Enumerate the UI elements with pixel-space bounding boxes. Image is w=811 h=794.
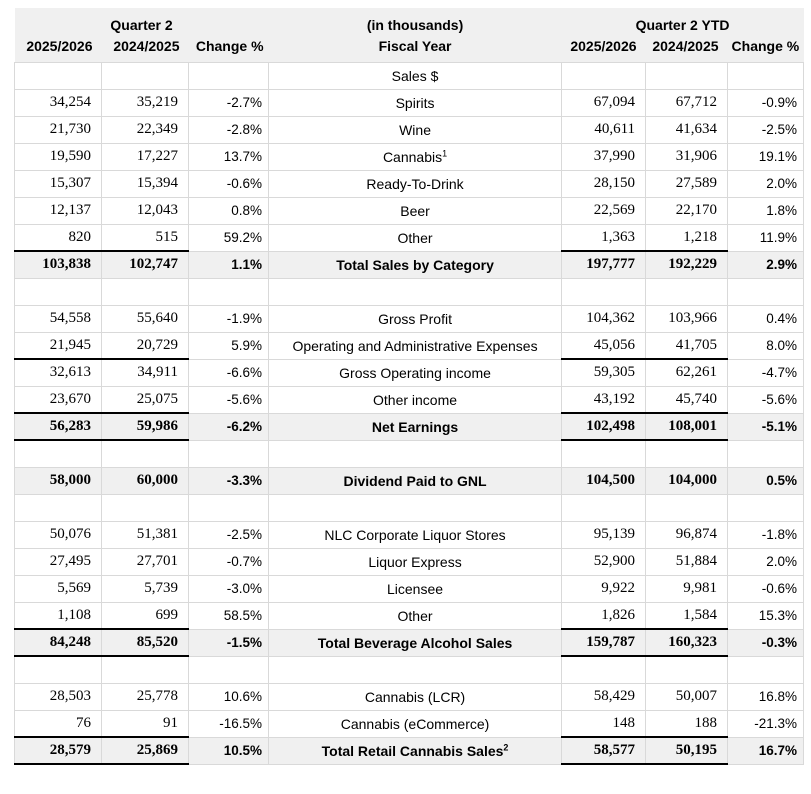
table-row <box>15 548 804 575</box>
cell-ytd-prior <box>646 278 728 305</box>
cell-ytd-current: 40,611 <box>562 116 646 143</box>
cell-q2-change: -6.2% <box>189 413 269 440</box>
cell-ytd-current: 102,498 <box>562 413 646 440</box>
cell-ytd-prior: 96,874 <box>646 521 728 548</box>
table-row <box>15 602 804 629</box>
cell-ytd-current <box>562 656 646 683</box>
cell-q2-change: 5.9% <box>189 332 269 359</box>
cell-q2-prior: 85,520 <box>102 629 189 656</box>
cell-ytd-prior: 103,966 <box>646 305 728 332</box>
quarter2-ytd-group-header: Quarter 2 YTD <box>562 8 804 35</box>
cell-q2-prior: 22,349 <box>102 116 189 143</box>
cell-q2-prior <box>102 494 189 521</box>
row-label: Other income <box>269 386 562 413</box>
cell-ytd-prior: 9,981 <box>646 575 728 602</box>
cell-q2-change: 10.6% <box>189 683 269 710</box>
row-label: Net Earnings <box>269 413 562 440</box>
cell-q2-prior: 515 <box>102 224 189 251</box>
cell-q2-prior: 55,640 <box>102 305 189 332</box>
cell-ytd-change: 2.0% <box>728 548 804 575</box>
cell-ytd-prior: 27,589 <box>646 170 728 197</box>
cell-ytd-change: 15.3% <box>728 602 804 629</box>
cell-q2-current <box>15 494 102 521</box>
q2-prior-year-header: 2024/2025 <box>102 35 189 62</box>
cell-q2-prior: 91 <box>102 710 189 737</box>
total-row <box>15 629 804 656</box>
cell-q2-current: 5,569 <box>15 575 102 602</box>
row-label: Cannabis (eCommerce) <box>269 710 562 737</box>
cell-q2-current <box>15 440 102 467</box>
cell-ytd-current: 45,056 <box>562 332 646 359</box>
cell-q2-prior: 59,986 <box>102 413 189 440</box>
cell-ytd-current: 104,362 <box>562 305 646 332</box>
table-row <box>15 359 804 386</box>
row-label: Spirits <box>269 89 562 116</box>
cell-q2-current: 19,590 <box>15 143 102 170</box>
row-label: Total Beverage Alcohol Sales <box>269 629 562 656</box>
cell-ytd-prior: 41,634 <box>646 116 728 143</box>
cell-ytd-prior <box>646 440 728 467</box>
row-label: Total Sales by Category <box>269 251 562 278</box>
cell-ytd-change: -5.6% <box>728 386 804 413</box>
cell-ytd-current: 148 <box>562 710 646 737</box>
cell-ytd-change: 0.4% <box>728 305 804 332</box>
table-row <box>15 332 804 359</box>
cell-ytd-change <box>728 440 804 467</box>
cell-q2-current: 56,283 <box>15 413 102 440</box>
row-label: Licensee <box>269 575 562 602</box>
cell-ytd-prior <box>646 656 728 683</box>
cell-q2-current: 12,137 <box>15 197 102 224</box>
total-row <box>15 251 804 278</box>
cell-ytd-prior: 104,000 <box>646 467 728 494</box>
total-row <box>15 413 804 440</box>
cell-q2-change: 0.8% <box>189 197 269 224</box>
cell-q2-current <box>15 62 102 89</box>
cell-q2-current: 32,613 <box>15 359 102 386</box>
total-row <box>15 467 804 494</box>
spacer-row <box>15 656 804 683</box>
cell-q2-change <box>189 656 269 683</box>
cell-ytd-change: -0.9% <box>728 89 804 116</box>
cell-q2-change: 59.2% <box>189 224 269 251</box>
cell-ytd-change: 16.7% <box>728 737 804 764</box>
cell-ytd-change: -0.6% <box>728 575 804 602</box>
cell-ytd-change: 19.1% <box>728 143 804 170</box>
cell-ytd-prior: 1,584 <box>646 602 728 629</box>
cell-q2-prior: 60,000 <box>102 467 189 494</box>
cell-q2-prior: 51,381 <box>102 521 189 548</box>
row-label <box>269 656 562 683</box>
cell-ytd-prior: 188 <box>646 710 728 737</box>
q2-change-header: Change % <box>189 35 269 62</box>
cell-ytd-change: -4.7% <box>728 359 804 386</box>
cell-ytd-change: 2.0% <box>728 170 804 197</box>
cell-ytd-change: 11.9% <box>728 224 804 251</box>
cell-q2-current: 58,000 <box>15 467 102 494</box>
cell-ytd-current <box>562 278 646 305</box>
cell-q2-current: 34,254 <box>15 89 102 116</box>
quarterly-results-table <box>14 8 804 765</box>
row-label: Liquor Express <box>269 548 562 575</box>
cell-q2-current: 15,307 <box>15 170 102 197</box>
cell-q2-change: 13.7% <box>189 143 269 170</box>
row-label <box>269 494 562 521</box>
cell-q2-current: 21,945 <box>15 332 102 359</box>
cell-q2-change: -0.7% <box>189 548 269 575</box>
cell-ytd-change: 0.5% <box>728 467 804 494</box>
quarter2-group-header: Quarter 2 <box>15 8 269 35</box>
cell-q2-prior: 25,075 <box>102 386 189 413</box>
cell-q2-prior: 15,394 <box>102 170 189 197</box>
row-label <box>269 278 562 305</box>
cell-ytd-current: 22,569 <box>562 197 646 224</box>
spacer-row <box>15 494 804 521</box>
cell-ytd-current <box>562 494 646 521</box>
cell-ytd-prior: 22,170 <box>646 197 728 224</box>
cell-ytd-current: 43,192 <box>562 386 646 413</box>
cell-q2-current: 1,108 <box>15 602 102 629</box>
cell-q2-prior: 20,729 <box>102 332 189 359</box>
cell-q2-change: 1.1% <box>189 251 269 278</box>
cell-q2-change <box>189 440 269 467</box>
row-label: NLC Corporate Liquor Stores <box>269 521 562 548</box>
row-label: Other <box>269 602 562 629</box>
cell-q2-change: 58.5% <box>189 602 269 629</box>
cell-q2-prior: 35,219 <box>102 89 189 116</box>
footnote-marker: 2 <box>503 741 509 752</box>
cell-ytd-change: 8.0% <box>728 332 804 359</box>
row-label: Gross Profit <box>269 305 562 332</box>
cell-ytd-prior <box>646 494 728 521</box>
table-row <box>15 143 804 170</box>
cell-q2-change: -6.6% <box>189 359 269 386</box>
cell-q2-current: 54,558 <box>15 305 102 332</box>
cell-q2-prior: 25,869 <box>102 737 189 764</box>
cell-q2-change: -2.7% <box>189 89 269 116</box>
row-label: Total Retail Cannabis Sales$^2$ <box>269 737 562 764</box>
cell-ytd-prior: 67,712 <box>646 89 728 116</box>
cell-ytd-change <box>728 62 804 89</box>
in-thousands-note: (in thousands) <box>269 8 562 35</box>
cell-q2-change: -1.9% <box>189 305 269 332</box>
cell-ytd-change <box>728 494 804 521</box>
table-row <box>15 710 804 737</box>
spacer-row <box>15 440 804 467</box>
row-label: Beer <box>269 197 562 224</box>
row-label: Sales $ <box>269 62 562 89</box>
cell-q2-current: 23,670 <box>15 386 102 413</box>
cell-q2-change: 10.5% <box>189 737 269 764</box>
cell-q2-change <box>189 494 269 521</box>
table-row <box>15 62 804 89</box>
cell-q2-current: 103,838 <box>15 251 102 278</box>
table-row <box>15 89 804 116</box>
cell-q2-current <box>15 656 102 683</box>
cell-ytd-current: 9,922 <box>562 575 646 602</box>
ytd-current-year-header: 2025/2026 <box>562 35 646 62</box>
cell-q2-change: -2.8% <box>189 116 269 143</box>
cell-ytd-change: -5.1% <box>728 413 804 440</box>
cell-q2-change: -2.5% <box>189 521 269 548</box>
row-label: Cannabis (LCR) <box>269 683 562 710</box>
cell-ytd-prior: 50,007 <box>646 683 728 710</box>
cell-ytd-change: -0.3% <box>728 629 804 656</box>
cell-ytd-prior: 50,195 <box>646 737 728 764</box>
header-group-row <box>15 8 804 35</box>
row-label: Wine <box>269 116 562 143</box>
cell-ytd-prior: 1,218 <box>646 224 728 251</box>
cell-ytd-change: 16.8% <box>728 683 804 710</box>
table-row <box>15 197 804 224</box>
cell-ytd-current: 59,305 <box>562 359 646 386</box>
cell-q2-current <box>15 278 102 305</box>
row-label: Ready-To-Drink <box>269 170 562 197</box>
column-header-row <box>15 35 804 62</box>
table-row <box>15 521 804 548</box>
cell-q2-prior: 12,043 <box>102 197 189 224</box>
cell-ytd-change <box>728 278 804 305</box>
cell-q2-change <box>189 62 269 89</box>
row-label: Dividend Paid to GNL <box>269 467 562 494</box>
table-row <box>15 575 804 602</box>
cell-ytd-current: 95,139 <box>562 521 646 548</box>
cell-q2-current: 28,579 <box>15 737 102 764</box>
cell-ytd-current: 58,577 <box>562 737 646 764</box>
cell-ytd-current: 197,777 <box>562 251 646 278</box>
cell-q2-prior: 25,778 <box>102 683 189 710</box>
total-row <box>15 737 804 764</box>
cell-ytd-change: -2.5% <box>728 116 804 143</box>
cell-q2-prior <box>102 440 189 467</box>
cell-q2-change: -3.3% <box>189 467 269 494</box>
cell-q2-prior: 27,701 <box>102 548 189 575</box>
cell-ytd-current: 37,990 <box>562 143 646 170</box>
cell-q2-change <box>189 278 269 305</box>
cell-q2-change: -0.6% <box>189 170 269 197</box>
fiscal-year-header: Fiscal Year <box>269 35 562 62</box>
cell-ytd-prior <box>646 62 728 89</box>
row-label: Other <box>269 224 562 251</box>
cell-q2-current: 76 <box>15 710 102 737</box>
cell-q2-prior: 5,739 <box>102 575 189 602</box>
table-row <box>15 116 804 143</box>
row-label <box>269 440 562 467</box>
cell-ytd-change <box>728 656 804 683</box>
cell-ytd-current: 28,150 <box>562 170 646 197</box>
cell-q2-current: 50,076 <box>15 521 102 548</box>
cell-ytd-current <box>562 440 646 467</box>
cell-ytd-change: -1.8% <box>728 521 804 548</box>
cell-q2-prior: 17,227 <box>102 143 189 170</box>
cell-q2-current: 27,495 <box>15 548 102 575</box>
cell-q2-prior <box>102 278 189 305</box>
cell-ytd-current: 104,500 <box>562 467 646 494</box>
cell-ytd-prior: 41,705 <box>646 332 728 359</box>
cell-q2-prior: 699 <box>102 602 189 629</box>
table-row <box>15 170 804 197</box>
cell-ytd-change: 1.8% <box>728 197 804 224</box>
table-row <box>15 305 804 332</box>
cell-q2-current: 21,730 <box>15 116 102 143</box>
cell-ytd-current: 159,787 <box>562 629 646 656</box>
cell-ytd-prior: 160,323 <box>646 629 728 656</box>
cell-q2-prior <box>102 62 189 89</box>
footnote-marker: 1 <box>442 147 448 158</box>
table-row <box>15 224 804 251</box>
cell-ytd-prior: 45,740 <box>646 386 728 413</box>
cell-ytd-change: -21.3% <box>728 710 804 737</box>
q2-current-year-header: 2025/2026 <box>15 35 102 62</box>
cell-ytd-current: 67,094 <box>562 89 646 116</box>
cell-q2-current: 28,503 <box>15 683 102 710</box>
cell-q2-prior: 102,747 <box>102 251 189 278</box>
table-row <box>15 386 804 413</box>
cell-ytd-prior: 31,906 <box>646 143 728 170</box>
cell-ytd-current: 1,826 <box>562 602 646 629</box>
cell-q2-prior: 34,911 <box>102 359 189 386</box>
cell-q2-prior <box>102 656 189 683</box>
spacer-row <box>15 278 804 305</box>
cell-ytd-prior: 192,229 <box>646 251 728 278</box>
cell-q2-current: 820 <box>15 224 102 251</box>
ytd-change-header: Change % <box>728 35 804 62</box>
cell-ytd-current <box>562 62 646 89</box>
cell-q2-change: -5.6% <box>189 386 269 413</box>
cell-ytd-prior: 62,261 <box>646 359 728 386</box>
row-label: Operating and Administrative Expenses <box>269 332 562 359</box>
table-row <box>15 683 804 710</box>
cell-ytd-change: 2.9% <box>728 251 804 278</box>
row-label: Cannabis$^1$ <box>269 143 562 170</box>
cell-q2-current: 84,248 <box>15 629 102 656</box>
cell-q2-change: -3.0% <box>189 575 269 602</box>
cell-q2-change: -1.5% <box>189 629 269 656</box>
row-label: Gross Operating income <box>269 359 562 386</box>
cell-ytd-current: 58,429 <box>562 683 646 710</box>
cell-q2-change: -16.5% <box>189 710 269 737</box>
cell-ytd-current: 1,363 <box>562 224 646 251</box>
cell-ytd-current: 52,900 <box>562 548 646 575</box>
cell-ytd-prior: 51,884 <box>646 548 728 575</box>
ytd-prior-year-header: 2024/2025 <box>646 35 728 62</box>
cell-ytd-prior: 108,001 <box>646 413 728 440</box>
